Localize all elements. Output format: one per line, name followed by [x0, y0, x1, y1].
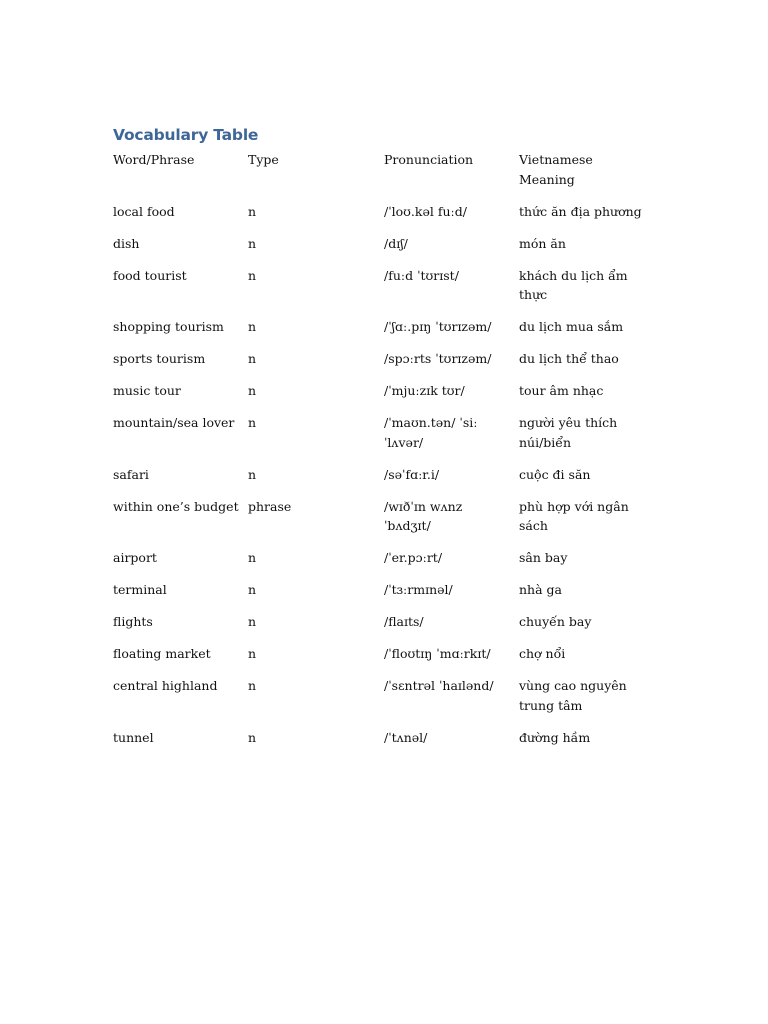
table-header-row: [113, 150, 653, 202]
table-row: [113, 548, 653, 580]
cell-pronunciation: /ˈtɜːrmɪnəl/: [384, 582, 453, 597]
cell-type: n: [248, 678, 257, 693]
cell-type: phrase: [248, 498, 292, 514]
table-row: [113, 676, 653, 728]
cell-pronunciation: /səˈfɑːr.i/: [384, 466, 440, 482]
cell-word: mountain/sea lover: [113, 415, 235, 430]
cell-pronunciation: /ˈmaʊn.tən/ ˈsiː ˈlʌvər/: [384, 415, 478, 450]
cell-type: n: [248, 729, 257, 745]
vocabulary-table: [113, 150, 653, 760]
cell-meaning: khách du lịch ẩm thực: [519, 267, 628, 302]
cell-meaning: du lịch mua sắm: [519, 319, 624, 334]
cell-pronunciation: /ˈfloʊtɪŋ ˈmɑːrkɪt/: [384, 646, 491, 661]
cell-word: within one’s budget: [113, 498, 239, 514]
cell-word: terminal: [113, 582, 167, 597]
cell-pronunciation: /ˈsɛntrəl ˈhaɪlənd/: [384, 678, 494, 693]
cell-type: n: [248, 550, 257, 565]
cell-type: n: [248, 383, 257, 398]
cell-meaning: tour âm nhạc: [519, 383, 604, 398]
cell-meaning: thức ăn địa phương: [519, 203, 642, 219]
cell-meaning: phù hợp với ngân sách: [519, 498, 629, 533]
cell-pronunciation: /fuːd ˈtʊrɪst/: [384, 267, 459, 283]
cell-type: n: [248, 235, 257, 251]
table-row: [113, 413, 653, 465]
header-type: Type: [248, 152, 279, 167]
cell-meaning: cuộc đi săn: [519, 466, 591, 482]
cell-meaning: đường hầm: [519, 729, 591, 745]
cell-word: airport: [113, 550, 157, 565]
cell-meaning: du lịch thể thao: [519, 351, 619, 366]
cell-meaning: vùng cao nguyên trung tâm: [519, 678, 627, 713]
cell-meaning: sân bay: [519, 550, 568, 565]
cell-word: music tour: [113, 383, 181, 398]
cell-word: local food: [113, 203, 175, 219]
cell-pronunciation: /spɔːrts ˈtʊrɪzəm/: [384, 351, 492, 366]
cell-type: n: [248, 582, 257, 597]
cell-pronunciation: /flaɪts/: [384, 614, 424, 629]
header-word-phrase: Word/Phrase: [113, 152, 195, 167]
cell-pronunciation: /dɪʃ/: [384, 235, 408, 251]
table-row: [113, 728, 653, 760]
table-row: [113, 644, 653, 676]
table-row: [113, 580, 653, 612]
table-row: [113, 349, 653, 381]
cell-word: food tourist: [113, 267, 187, 283]
cell-type: n: [248, 203, 257, 219]
cell-meaning: món ăn: [519, 235, 566, 251]
cell-meaning: chuyến bay: [519, 614, 592, 629]
cell-word: tunnel: [113, 729, 154, 745]
table-row: [113, 465, 653, 497]
cell-pronunciation: /ˈtʌnəl/: [384, 729, 428, 745]
table-row: [113, 234, 653, 266]
cell-type: n: [248, 466, 257, 482]
table-row: [113, 612, 653, 644]
cell-word: sports tourism: [113, 351, 206, 366]
table-row: [113, 497, 653, 549]
cell-type: n: [248, 319, 257, 334]
cell-pronunciation: /ˈloʊ.kəl fuːd/: [384, 203, 467, 219]
cell-word: flights: [113, 614, 153, 629]
document-page: [113, 124, 653, 760]
cell-pronunciation: /ˈʃɑː.pɪŋ ˈtʊrɪzəm/: [384, 319, 492, 334]
table-row: [113, 266, 653, 318]
cell-word: central highland: [113, 678, 218, 693]
cell-meaning: nhà ga: [519, 582, 562, 597]
header-pronunciation: Pronunciation: [384, 152, 474, 167]
table-row: [113, 381, 653, 413]
document-title: Vocabulary Table: [113, 126, 259, 144]
cell-meaning: người yêu thích núi/biển: [519, 415, 618, 450]
table-row: [113, 317, 653, 349]
table-row: [113, 202, 653, 234]
cell-pronunciation: /ˈer.pɔːrt/: [384, 550, 443, 565]
cell-type: n: [248, 351, 257, 366]
cell-pronunciation: /wɪðˈɪn wʌnz ˈbʌdʒɪt/: [384, 498, 463, 533]
cell-meaning: chợ nổi: [519, 646, 566, 661]
cell-word: shopping tourism: [113, 319, 224, 334]
cell-type: n: [248, 614, 257, 629]
cell-pronunciation: /ˈmjuːzɪk tʊr/: [384, 383, 465, 398]
cell-word: dish: [113, 235, 140, 251]
cell-type: n: [248, 267, 257, 283]
cell-word: safari: [113, 466, 149, 482]
header-vietnamese-meaning: Vietnamese Meaning: [519, 152, 593, 187]
cell-word: floating market: [113, 646, 211, 661]
cell-type: n: [248, 415, 257, 430]
cell-type: n: [248, 646, 257, 661]
